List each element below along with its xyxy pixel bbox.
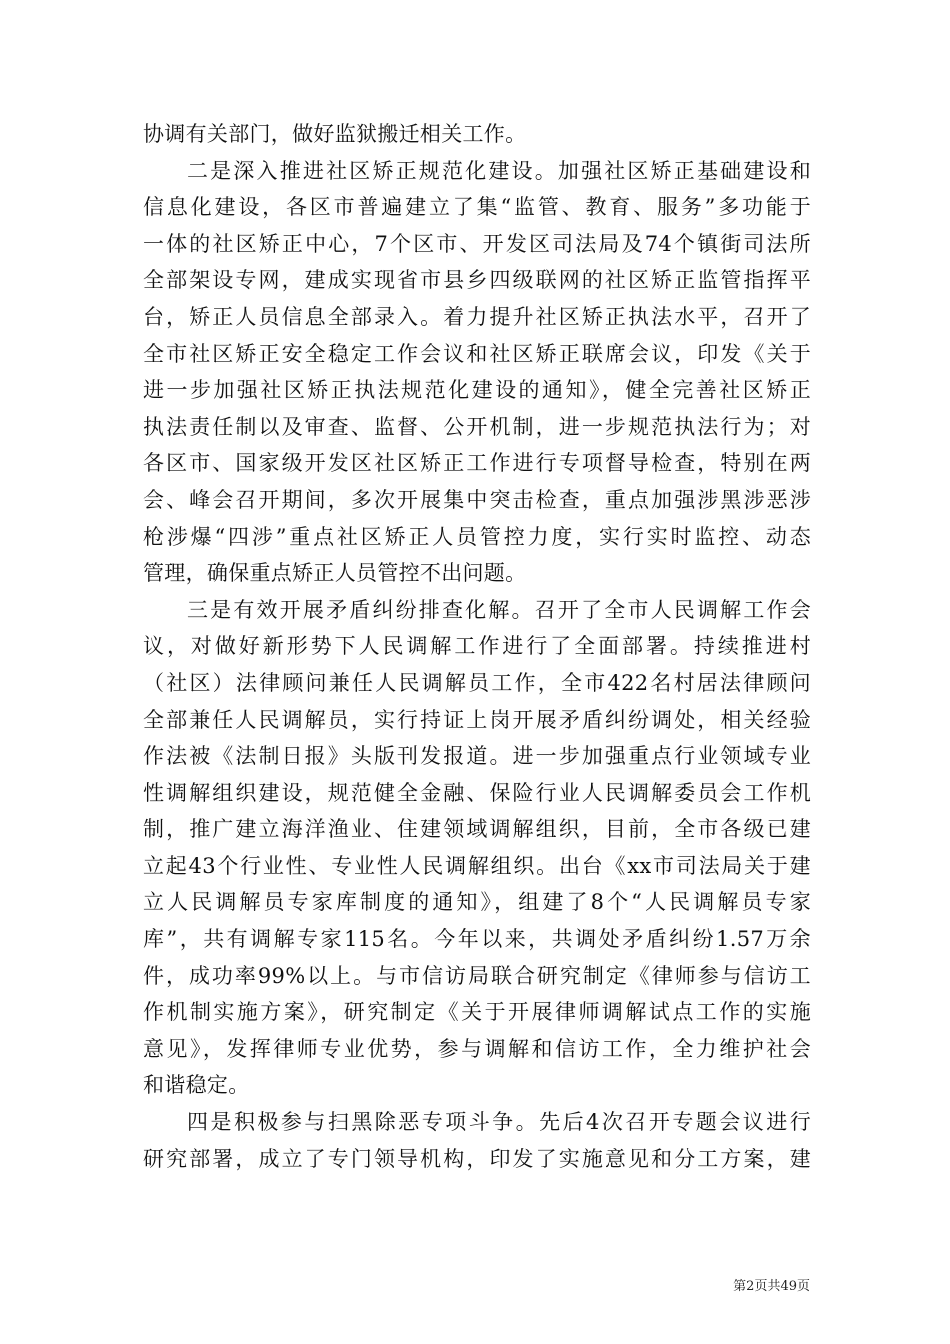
text-line: 全部架设专网，建成实现省市县乡四级联网的社区矫正监管指挥平 — [143, 268, 811, 293]
text-line: 会、峰会召开期间，多次开展集中突击检查，重点加强涉黑涉恶涉 — [143, 487, 811, 512]
text-line: 全部兼任人民调解员，实行持证上岗开展矛盾纠纷调处，相关经验 — [143, 707, 811, 732]
text-line: 三是有效开展矛盾纠纷排查化解。召开了全市人民调解工作会 — [187, 597, 811, 622]
paragraph-anti-crime-campaign — [143, 1104, 811, 1177]
text-line: 性调解组织建设，规范健全金融、保险行业人民调解委员会工作机 — [143, 780, 811, 805]
text-line: 枪涉爆“四涉”重点社区矫正人员管控力度，实行实时监控、动态 — [143, 524, 811, 549]
text-line: 台，矫正人员信息全部录入。着力提升社区矫正执法水平，召开了 — [143, 304, 811, 329]
text-line: 信息化建设，各区市普遍建立了集“监管、教育、服务”多功能于 — [143, 195, 811, 220]
text-line: 立人民调解员专家库制度的通知》，组建了8个“人民调解员专家 — [143, 890, 811, 915]
page-footer: 第2页共49页 — [733, 1279, 810, 1294]
text-line: 意见》，发挥律师专业优势，参与调解和信访工作，全力维护社会 — [143, 1036, 811, 1061]
text-line: 件，成功率99%以上。与市信访局联合研究制定《律师参与信访工 — [143, 963, 811, 988]
text-line: 四是积极参与扫黑除恶专项斗争。先后4次召开专题会议进行 — [187, 1110, 811, 1135]
text-line: 研究部署，成立了专门领导机构，印发了实施意见和分工方案，建 — [143, 1146, 811, 1171]
text-line: 立起43个行业性、专业性人民调解组织。出台《xx市司法局关于建 — [143, 853, 811, 878]
text-line: 制，推广建立海洋渔业、住建领域调解组织，目前，全市各级已建 — [143, 817, 811, 842]
text-line: 二是深入推进社区矫正规范化建设。加强社区矫正基础建设和 — [187, 158, 811, 183]
paragraph-community-correction — [143, 153, 811, 592]
text-line: 和谐稳定。 — [143, 1073, 250, 1098]
text-line: 各区市、国家级开发区社区矫正工作进行专项督导检查，特别在两 — [143, 451, 811, 476]
text-line: 议，对做好新形势下人民调解工作进行了全面部署。持续推进村 — [143, 634, 811, 659]
paragraph-prison-relocation-end — [143, 116, 811, 153]
text-line: 库”，共有调解专家115名。今年以来，共调处矛盾纠纷1.57万余 — [143, 927, 811, 952]
text-line: 一体的社区矫正中心，7个区市、开发区司法局及74个镇街司法所 — [143, 231, 811, 256]
text-line: 执法责任制以及审查、监督、公开机制，进一步规范执法行为；对 — [143, 414, 811, 439]
text-line: 全市社区矫正安全稳定工作会议和社区矫正联席会议，印发《关于 — [143, 341, 811, 366]
text-line: （社区）法律顾问兼任人民调解员工作，全市422名村居法律顾问 — [143, 670, 811, 695]
text-line: 进一步加强社区矫正执法规范化建设的通知》，健全完善社区矫正 — [143, 378, 811, 403]
text-line: 作机制实施方案》，研究制定《关于开展律师调解试点工作的实施 — [143, 1000, 811, 1025]
paragraph-dispute-mediation — [143, 592, 811, 1104]
document-body — [143, 116, 811, 1177]
text-line: 管理，确保重点矫正人员管控不出问题。 — [143, 561, 527, 586]
text-line: 作法被《法制日报》头版刊发报道。进一步加强重点行业领域专业 — [143, 744, 811, 769]
text-line: 协调有关部门，做好监狱搬迁相关工作。 — [143, 122, 527, 146]
